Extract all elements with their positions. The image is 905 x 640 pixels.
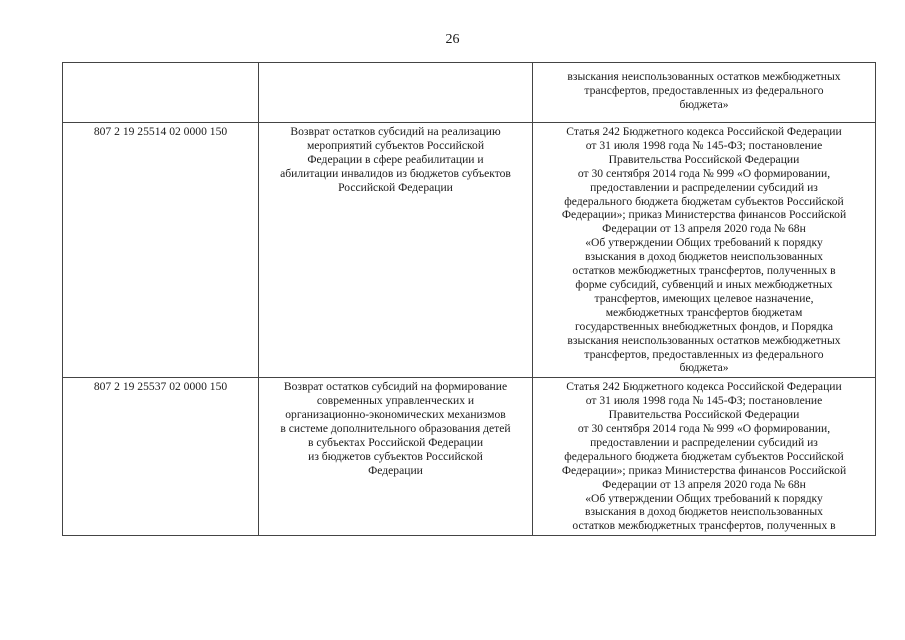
legal-basis-cell <box>533 63 876 123</box>
name-line: Федерации в сфере реабилитации и <box>307 152 484 166</box>
basis-line: трансфертов, предоставленных из федерального <box>584 347 824 361</box>
basis-line: Федерации»; приказ Министерства финансов Российской <box>561 463 847 477</box>
basis-line: остатков межбюджетных трансфертов, полученных в <box>572 519 836 533</box>
basis-line: форме субсидий, субвенций и иных межбюджетных <box>575 277 833 291</box>
basis-line: бюджета» <box>679 361 729 375</box>
budget-codes-table <box>62 62 876 536</box>
basis-line: Федерации от 13 апреля 2020 года № 68н <box>602 477 806 491</box>
basis-line: трансфертов, предоставленных из федерального <box>584 83 824 97</box>
basis-line: взыскания в доход бюджетов неиспользованных <box>585 250 823 264</box>
basis-line: федерального бюджета бюджетам субъектов Российской <box>564 449 844 463</box>
name-line: организационно-экономических механизмов <box>285 408 506 422</box>
table-row-continuation <box>63 63 876 123</box>
basis-line: от 31 июля 1998 года № 145-ФЗ; постановление <box>585 394 823 408</box>
basis-line: Правительства Российской Федерации <box>608 408 800 422</box>
basis-line: от 30 сентября 2014 года № 999 «О формировании, <box>577 422 831 436</box>
basis-line: государственных внебюджетных фондов, и Порядка <box>575 319 833 333</box>
basis-line: от 31 июля 1998 года № 145-ФЗ; постановление <box>585 138 823 152</box>
name-line: Возврат остатков субсидий на реализацию <box>290 125 501 138</box>
basis-line: бюджета» <box>679 97 729 111</box>
basis-line: межбюджетных трансфертов бюджетам <box>605 305 803 319</box>
table-row <box>63 378 876 536</box>
name-line: мероприятий субъектов Российской <box>306 138 485 152</box>
basis-line: федерального бюджета бюджетам субъектов Российской <box>564 194 844 208</box>
name-line: современных управленческих и <box>316 394 475 408</box>
basis-line: от 30 сентября 2014 года № 999 «О формировании, <box>577 166 831 180</box>
basis-line: Правительства Российской Федерации <box>608 152 800 166</box>
income-name-cell <box>259 378 533 536</box>
basis-line: взыскания неиспользованных остатков межбюджетных <box>567 70 841 83</box>
budget-code-cell: 807 2 19 25537 02 0000 150 <box>63 378 259 536</box>
basis-line: Федерации от 13 апреля 2020 года № 68н <box>602 222 806 236</box>
basis-line: трансфертов, имеющих целевое назначение, <box>594 291 814 305</box>
budget-code-cell: 807 2 19 25514 02 0000 150 <box>63 123 259 378</box>
basis-line: Статья 242 Бюджетного кодекса Российской Федерации <box>566 125 842 138</box>
basis-line: «Об утверждении Общих требований к порядку <box>585 236 823 250</box>
name-line: в системе дополнительного образования детей <box>280 422 511 436</box>
name-line: Российской Федерации <box>338 180 453 194</box>
income-name-cell <box>259 123 533 378</box>
basis-line: Федерации»; приказ Министерства финансов Российской <box>561 208 847 222</box>
name-line: Федерации <box>368 463 423 477</box>
name-line: из бюджетов субъектов Российской <box>308 449 483 463</box>
name-line: абилитации инвалидов из бюджетов субъектов <box>280 166 511 180</box>
code-cell <box>63 63 259 123</box>
table-row <box>63 123 876 378</box>
name-line: Возврат остатков субсидий на формирование <box>283 380 508 394</box>
legal-basis-cell <box>533 378 876 536</box>
basis-line: предоставлении и распределении субсидий из <box>590 180 818 194</box>
basis-line: взыскания неиспользованных остатков межбюджетных <box>567 333 841 347</box>
page-number: 26 <box>445 32 460 47</box>
name-cell <box>259 63 533 123</box>
basis-line: предоставлении и распределении субсидий из <box>590 435 818 449</box>
basis-line: «Об утверждении Общих требований к порядку <box>585 491 823 505</box>
basis-line: Статья 242 Бюджетного кодекса Российской Федерации <box>566 380 842 394</box>
basis-line: взыскания в доход бюджетов неиспользованных <box>585 505 823 519</box>
basis-line: остатков межбюджетных трансфертов, полученных в <box>572 264 836 278</box>
name-line: в субъектах Российской Федерации <box>307 435 484 449</box>
legal-basis-cell <box>533 123 876 378</box>
